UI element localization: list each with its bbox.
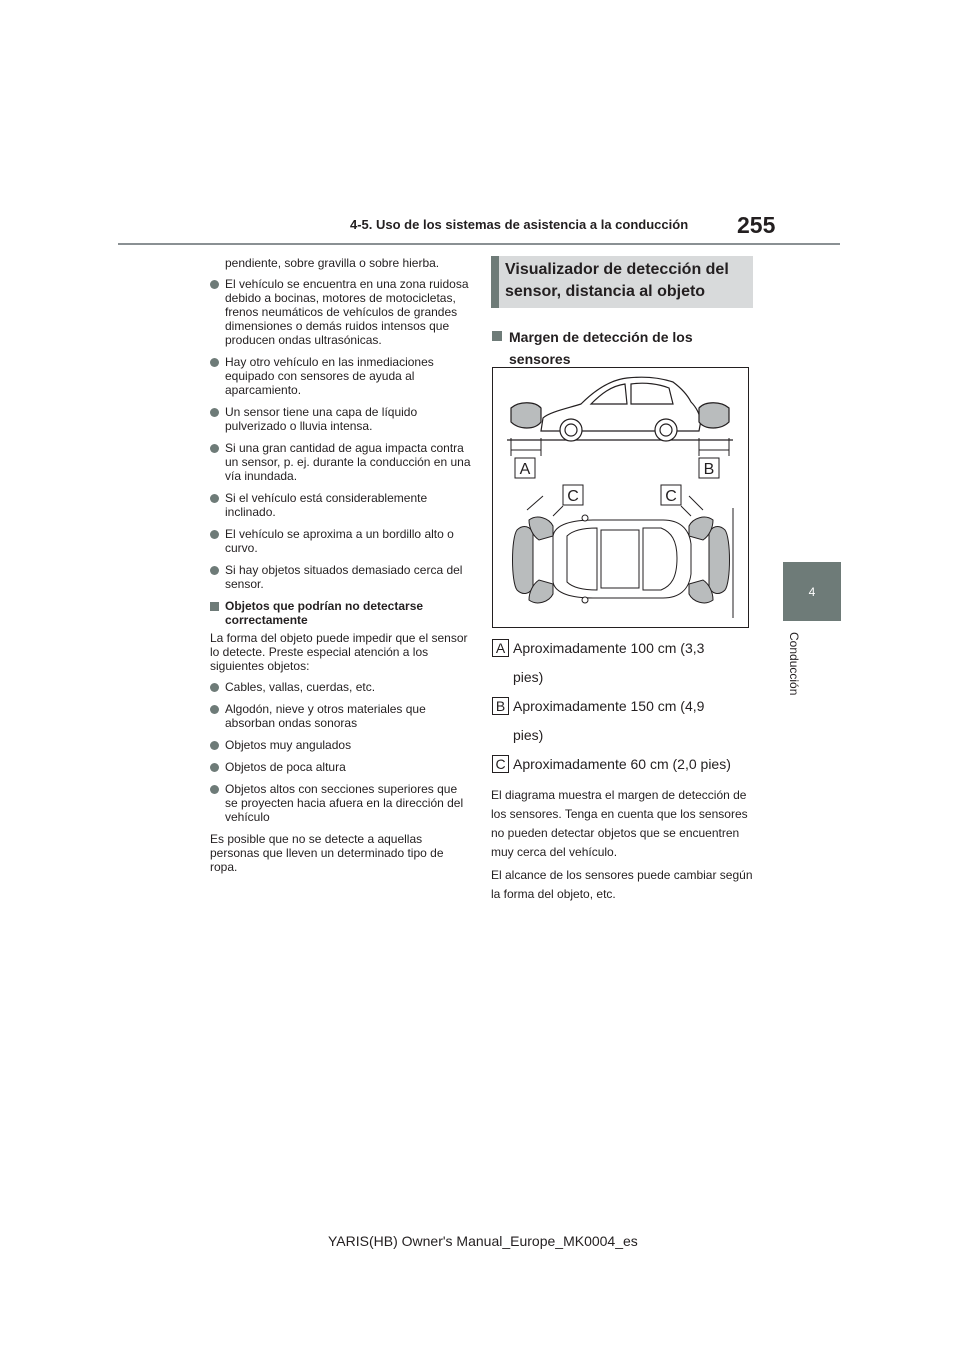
right-column [491, 256, 753, 901]
note-paragraph: El alcance de los sensores puede cambiar según la forma del objeto, etc. [491, 868, 753, 901]
list-item: El vehículo se encuentra en una zona ruidosa debido a bocinas, motores de motocicletas, frenos neumáticos de vehículos de grandes dimensiones o demás ruidos intensos que producen ondas ultrasónicas. [210, 277, 472, 347]
legend-item-c: C Aproximadamente 60 cm (2,0 pies) [491, 754, 753, 774]
list-item: Si el vehículo está considerablemente inclinado. [210, 491, 472, 519]
top-view-car [513, 496, 734, 618]
chapter-tab: 4 [783, 562, 841, 621]
chapter-tab-label: Conducción [787, 632, 801, 696]
legend-key: C [492, 755, 509, 773]
chapter-heading: 4-5. Uso de los sistemas de asistencia a la conducción [350, 217, 689, 232]
bullet-icon [210, 358, 219, 367]
list-item: Hay otro vehículo en las inmediaciones equipado con sensores de ayuda al aparcamiento. [210, 355, 472, 397]
left-column [210, 256, 472, 881]
bullet-icon [210, 280, 219, 289]
list-item: Objetos altos con secciones superiores que se proyecten hacia afuera en la dirección del vehículo [210, 782, 472, 824]
list-item: Objetos muy angulados [210, 738, 472, 752]
legend-item-b: B Aproximadamente 150 cm (4,9 pies) [491, 696, 753, 745]
conditions-list [210, 277, 472, 591]
legend-item-a: A Aproximadamente 100 cm (3,3 pies) [491, 638, 753, 687]
bullet-icon [210, 408, 219, 417]
label-b: B [703, 461, 715, 478]
list-item: Un sensor tiene una capa de líquido pulverizado o lluvia intensa. [210, 405, 472, 433]
objects-subheading: Objetos que podrían no detectarse correctamente [210, 599, 472, 627]
label-a: A [519, 461, 531, 478]
label-boxes [515, 458, 719, 505]
list-item: Objetos de poca altura [210, 760, 472, 774]
square-bullet-icon [210, 602, 219, 611]
bullet-icon [210, 683, 219, 692]
side-view-car [507, 377, 733, 456]
diagram-notes [491, 786, 753, 908]
bullet-icon [210, 763, 219, 772]
list-item: Cables, vallas, cuerdas, etc. [210, 680, 472, 694]
section-title: Visualizador de detección del sensor, distancia al objeto [491, 256, 753, 308]
bullet-icon [210, 530, 219, 539]
label-c-left: C [567, 488, 579, 505]
label-c-right: C [665, 488, 677, 505]
list-item: Si una gran cantidad de agua impacta contra un sensor, p. ej. durante la conducción en una vía inundada. [210, 441, 472, 483]
legend [491, 638, 753, 783]
bullet-icon [210, 741, 219, 750]
sensor-range-diagram [492, 367, 749, 628]
continuation-text: pendiente, sobre gravilla o sobre hierba. [225, 256, 440, 270]
note-paragraph: El diagrama muestra el margen de detección de los sensores. Tenga en cuenta que los sensores no pueden detectar objetos que se encuentren muy cerca del vehículo. [491, 788, 748, 859]
list-item: Algodón, nieve y otros materiales que absorban ondas sonoras [210, 702, 472, 730]
square-bullet-icon [492, 331, 502, 341]
intro-paragraph: La forma del objeto puede impedir que el sensor lo detecte. Preste especial atención a los siguientes objetos: [210, 631, 468, 673]
bullet-icon [210, 444, 219, 453]
detection-subheading: Margen de detección de los sensores [491, 326, 753, 370]
header-divider [118, 243, 840, 245]
bullet-icon [210, 494, 219, 503]
list-item: El vehículo se aproxima a un bordillo alto o curvo. [210, 527, 472, 555]
list-item: Si hay objetos situados demasiado cerca del sensor. [210, 563, 472, 591]
page-number: 255 [737, 212, 776, 238]
bullet-icon [210, 566, 219, 575]
legend-key: A [492, 639, 509, 657]
sensor-range-illustration [493, 368, 748, 627]
bullet-icon [210, 705, 219, 714]
objects-list [210, 680, 472, 824]
closing-paragraph: Es posible que no se detecte a aquellas personas que lleven un determinado tipo de ropa. [210, 832, 444, 874]
footer-text: YARIS(HB) Owner's Manual_Europe_MK0004_es [328, 1233, 638, 1249]
bullet-icon [210, 785, 219, 794]
legend-key: B [492, 697, 509, 715]
